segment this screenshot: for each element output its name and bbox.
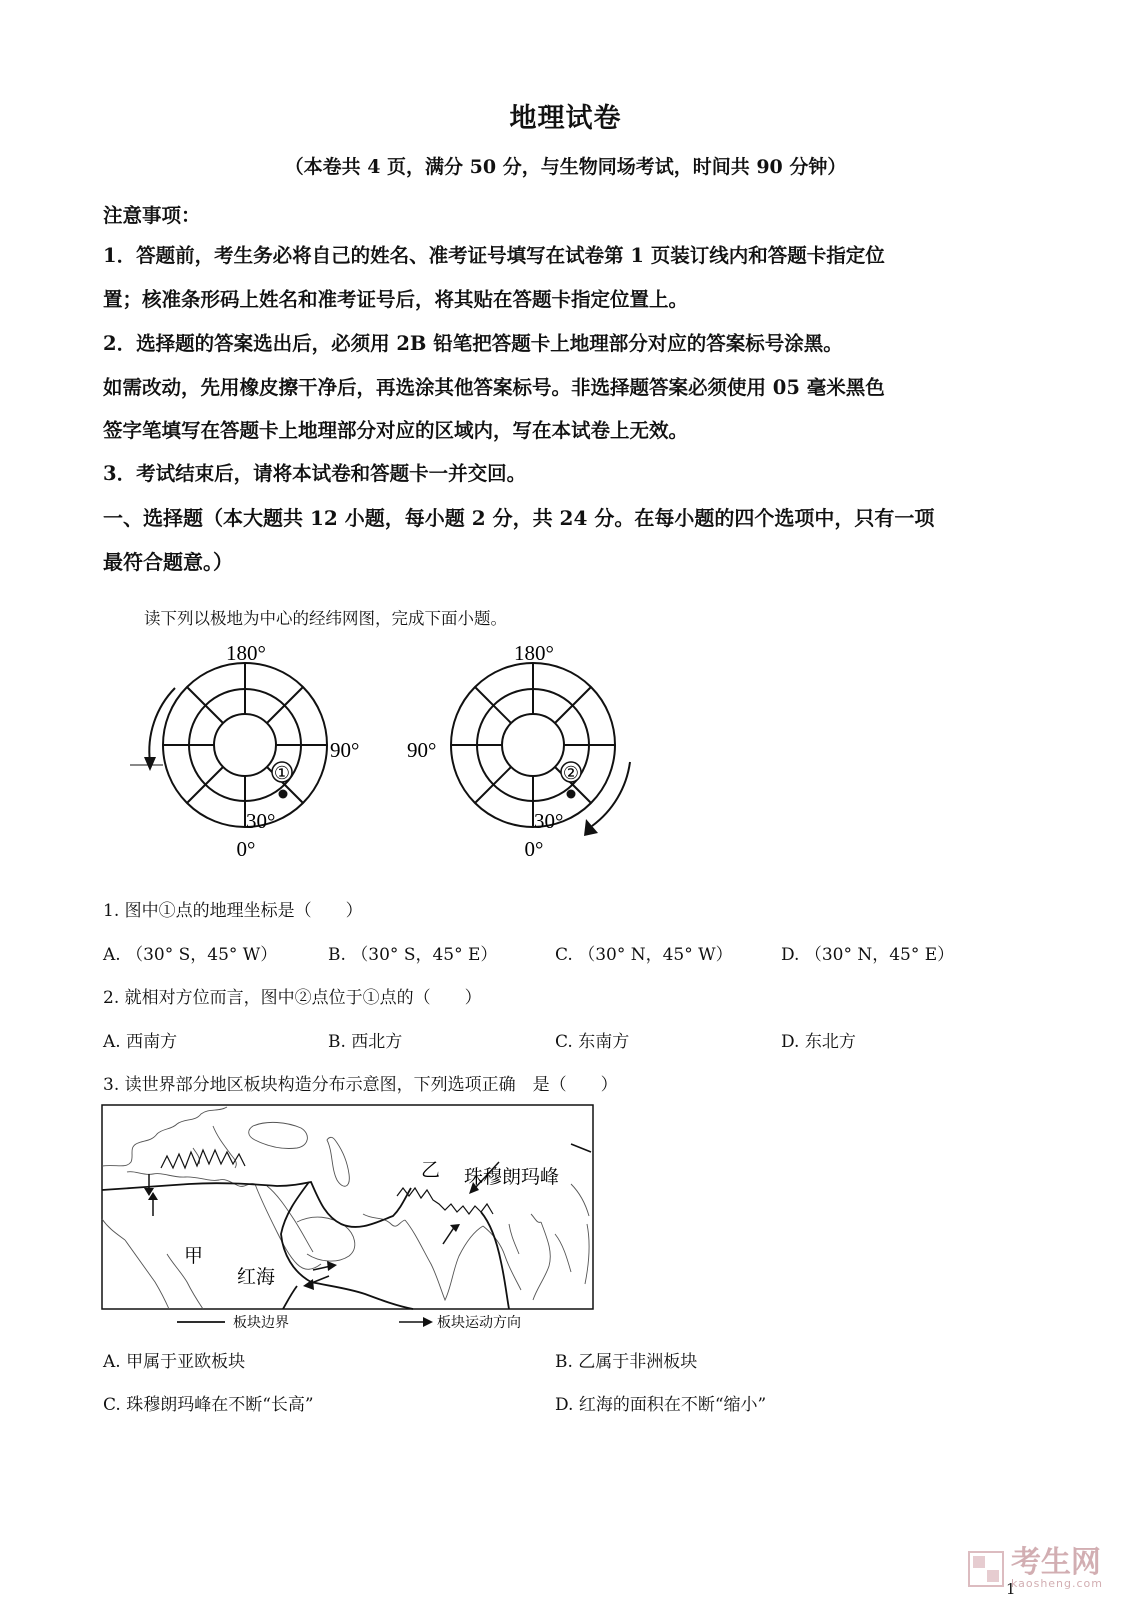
label-30: 30°: [246, 809, 276, 833]
notice-line: 1．答题前，考生务必将自己的姓名、准考证号填写在试卷第 1 页装订线内和答题卡指定位: [103, 244, 885, 267]
polar-grid-left: [130, 640, 360, 872]
question-2-stem: 2. 就相对方位而言，图中②点位于①点的（ ）: [103, 988, 482, 1008]
label-30: 30°: [534, 809, 564, 833]
label-yi: 乙: [421, 1160, 441, 1181]
q2-option-a[interactable]: A. 西南方: [103, 1032, 178, 1052]
q1-option-a[interactable]: A. （30° S，45° W）: [103, 945, 278, 965]
rotation-arrow-counterclockwise: [149, 688, 175, 762]
point-2-marker: [567, 790, 576, 799]
watermark-text: 考生网: [1010, 1545, 1101, 1580]
map-frame: [102, 1105, 593, 1309]
point-1-label: ①: [273, 763, 291, 783]
polar-grid-right: [400, 640, 640, 872]
notice-line: 2．选择题的答案选出后，必须用 2B 铅笔把答题卡上地理部分对应的答案标号涂黑。: [103, 332, 843, 355]
label-everest: 珠穆朗玛峰: [464, 1167, 560, 1188]
q2-option-b[interactable]: B. 西北方: [328, 1032, 403, 1052]
q3-option-a[interactable]: A. 甲属于亚欧板块: [103, 1352, 246, 1372]
legend-motion-label: 板块运动方向: [437, 1316, 521, 1331]
label-red-sea: 红海: [237, 1267, 276, 1288]
page-number: 1: [1006, 1580, 1016, 1598]
notice-line: 如需改动，先用橡皮擦干净后，再选涂其他答案标号。非选择题答案必须使用 05 毫米黑色: [103, 376, 885, 399]
q1-option-b[interactable]: B. （30° S，45° E）: [328, 945, 498, 965]
inner-circle: [214, 714, 276, 776]
q1-option-d[interactable]: D. （30° N，45° E）: [781, 945, 955, 965]
watermark: [967, 1545, 1103, 1590]
q3-option-b[interactable]: B. 乙属于非洲板块: [555, 1352, 698, 1372]
watermark-url: kaosheng.com: [1010, 1577, 1103, 1590]
q2-option-d[interactable]: D. 东北方: [781, 1032, 856, 1052]
page-title: 地理试卷: [509, 103, 622, 134]
notice-line: 置；核准条形码上姓名和准考证号后，将其贴在答题卡指定位置上。: [103, 288, 689, 311]
plate-tectonics-map: [101, 1104, 596, 1334]
section-heading-cont: 最符合题意。）: [103, 550, 233, 574]
meridians: [451, 663, 615, 827]
label-0: 0°: [524, 837, 544, 861]
q3-option-d[interactable]: D. 红海的面积在不断“缩小”: [555, 1395, 767, 1415]
label-0: 0°: [236, 837, 256, 861]
notice-heading: 注意事项：: [103, 204, 201, 227]
q2-option-c[interactable]: C. 东南方: [555, 1032, 630, 1052]
figure-intro: 读下列以极地为中心的经纬网图，完成下面小题。: [144, 609, 507, 628]
q1-option-c[interactable]: C. （30° N，45° W）: [555, 945, 733, 965]
question-3-stem: 3. 读世界部分地区板块构造分布示意图，下列选项正确 是（ ）: [103, 1075, 618, 1095]
label-jia: 甲: [184, 1246, 204, 1267]
legend-boundary-label: 板块边界: [233, 1316, 289, 1331]
legend-arrow-head: [423, 1317, 433, 1327]
section-heading: 一、选择题（本大题共 12 小题，每小题 2 分，共 24 分。在每小题的四个选项中，只有一项: [103, 506, 935, 530]
notice-line: 3．考试结束后，请将本试卷和答题卡一并交回。: [103, 462, 527, 485]
arrow-head: [144, 757, 156, 771]
label-90: 90°: [330, 738, 360, 762]
label-90: 90°: [407, 738, 437, 762]
label-180: 180°: [226, 641, 266, 665]
watermark-logo-icon: [967, 1550, 1005, 1588]
label-180: 180°: [514, 641, 554, 665]
arrow-head: [584, 819, 598, 836]
exam-info: （本卷共 4 页，满分 50 分，与生物同场考试，时间共 90 分钟）: [284, 156, 847, 178]
meridians: [163, 663, 327, 827]
inner-circle: [502, 714, 564, 776]
question-1-stem: 1. 图中①点的地理坐标是（ ）: [103, 901, 363, 921]
notice-line: 签字笔填写在答题卡上地理部分对应的区域内，写在本试卷上无效。: [103, 419, 689, 442]
q3-option-c[interactable]: C. 珠穆朗玛峰在不断“长高”: [103, 1395, 314, 1415]
point-1-marker: [279, 790, 288, 799]
point-2-label: ②: [562, 763, 580, 783]
